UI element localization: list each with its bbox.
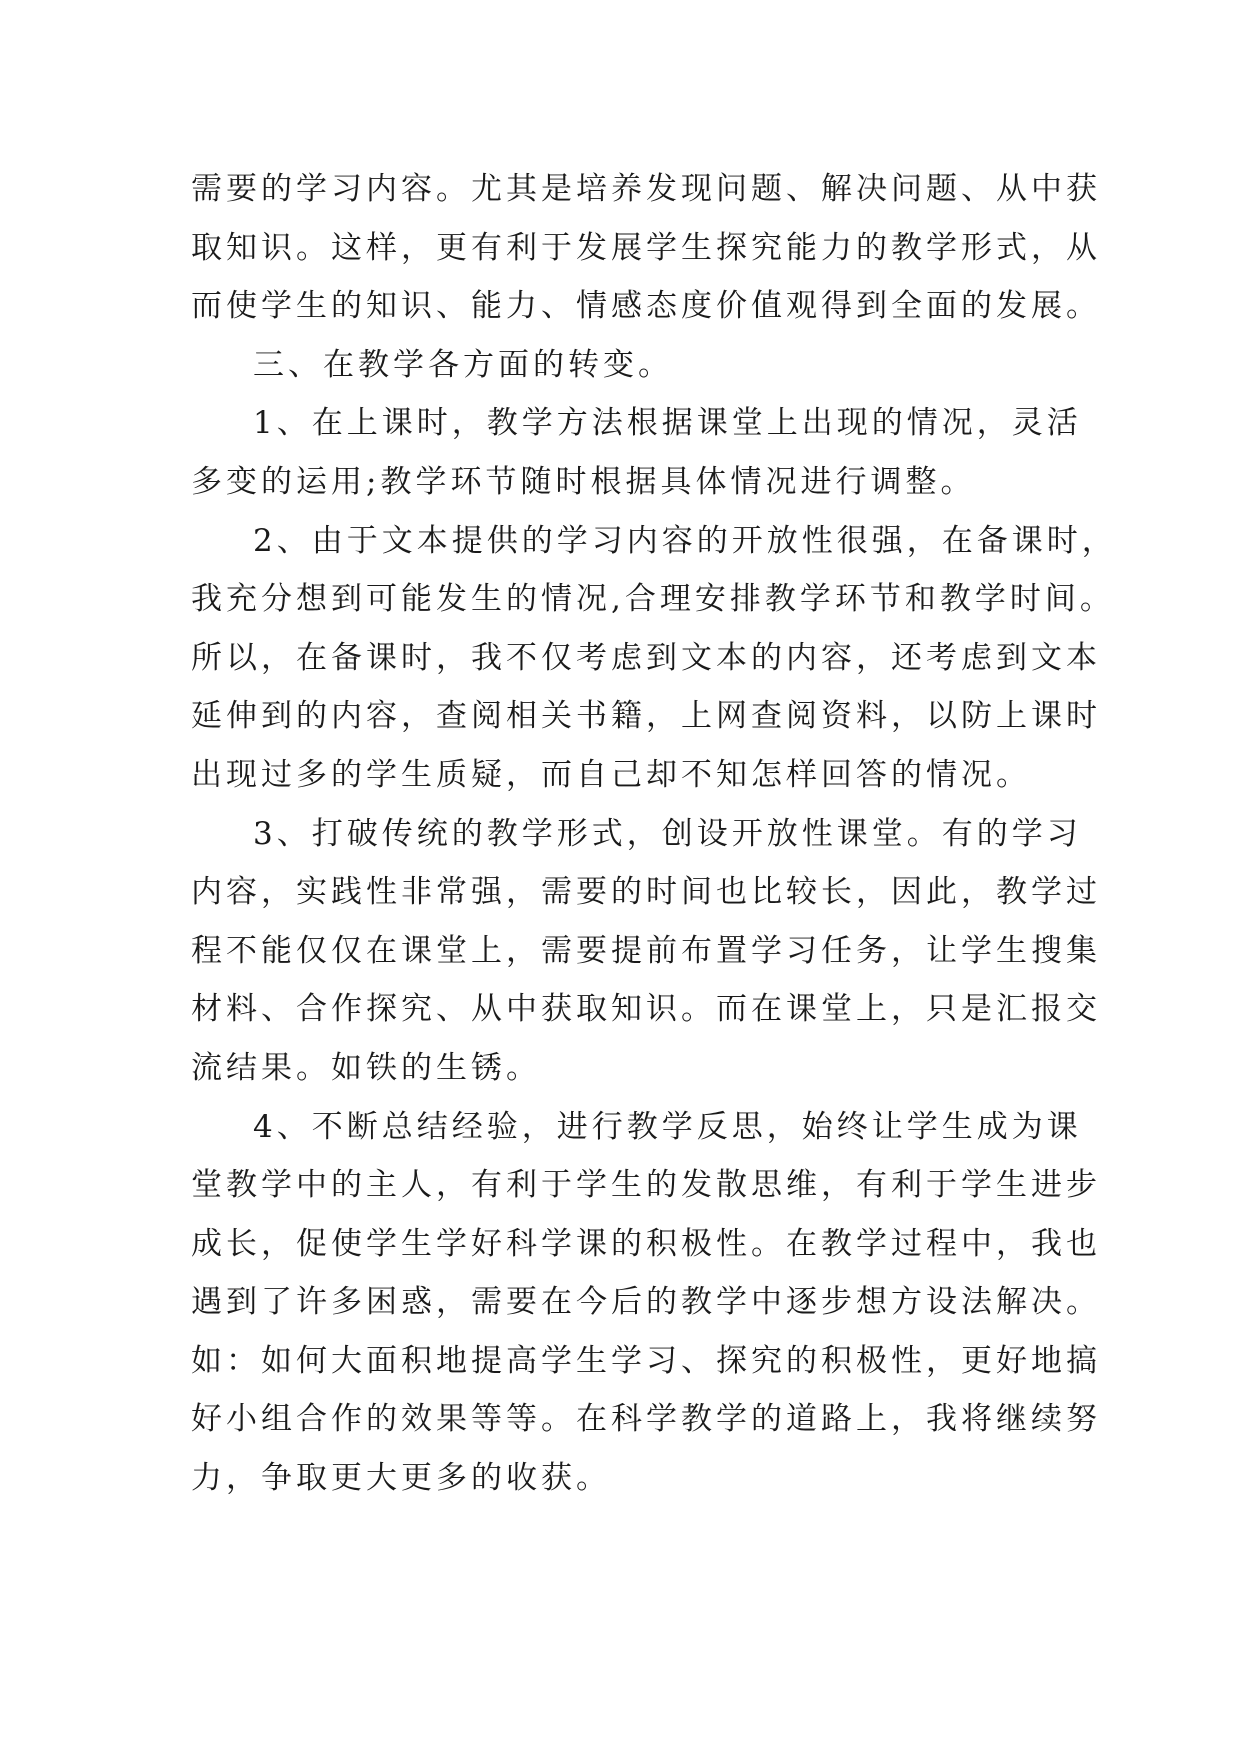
text-line: 力，争取更大更多的收获。 — [191, 1460, 611, 1497]
section-heading: 三、在教学各方面的转变。 — [253, 346, 673, 383]
text-line: 所以，在备课时，我不仅考虑到文本的内容，还考虑到文本 — [191, 639, 1101, 676]
text-line: 程不能仅仅在课堂上，需要提前布置学习任务，让学生搜集 — [191, 932, 1101, 969]
text-line: 需要的学习内容。尤其是培养发现问题、解决问题、从中获 — [191, 171, 1101, 207]
text-line: 1、在上课时，教学方法根据课堂上出现的情况，灵活 — [253, 405, 1082, 442]
text-line: 内容，实践性非常强，需要的时间也比较长，因此，教学过 — [191, 874, 1101, 911]
text-line: 遇到了许多困惑，需要在今后的教学中逐步想方设法解决。 — [191, 1284, 1101, 1321]
text-line: 堂教学中的主人，有利于学生的发散思维，有利于学生进步 — [191, 1167, 1101, 1204]
text-line: 延伸到的内容，查阅相关书籍，上网查阅资料，以防上课时 — [191, 698, 1101, 735]
text-line: 好小组合作的效果等等。在科学教学的道路上，我将继续努 — [191, 1401, 1101, 1438]
text-line: 出现过多的学生质疑，而自己却不知怎样回答的情况。 — [191, 756, 1031, 793]
text-line: 流结果。如铁的生锈。 — [191, 1049, 541, 1086]
text-line: 多变的运用;教学环节随时根据具体情况进行调整。 — [191, 463, 976, 500]
text-line: 而使学生的知识、能力、情感态度价值观得到全面的发展。 — [191, 288, 1101, 325]
text-line: 3、打破传统的教学形式，创设开放性课堂。有的学习 — [253, 815, 1082, 852]
text-line: 我充分想到可能发生的情况,合理安排教学环节和教学时间。 — [191, 581, 1115, 618]
text-line: 取知识。这样，更有利于发展学生探究能力的教学形式，从 — [191, 229, 1101, 266]
text-line: 成长，促使学生学好科学课的积极性。在教学过程中，我也 — [191, 1225, 1101, 1262]
text-line: 材料、合作探究、从中获取知识。而在课堂上，只是汇报交 — [191, 991, 1101, 1028]
text-line: 4、不断总结经验，进行教学反思，始终让学生成为课 — [253, 1108, 1082, 1145]
text-line: 2、由于文本提供的学习内容的开放性很强，在备课时， — [253, 522, 1117, 559]
body-text — [191, 160, 1117, 1508]
text-line: 如：如何大面积地提高学生学习、探究的积极性，更好地搞 — [191, 1342, 1101, 1379]
